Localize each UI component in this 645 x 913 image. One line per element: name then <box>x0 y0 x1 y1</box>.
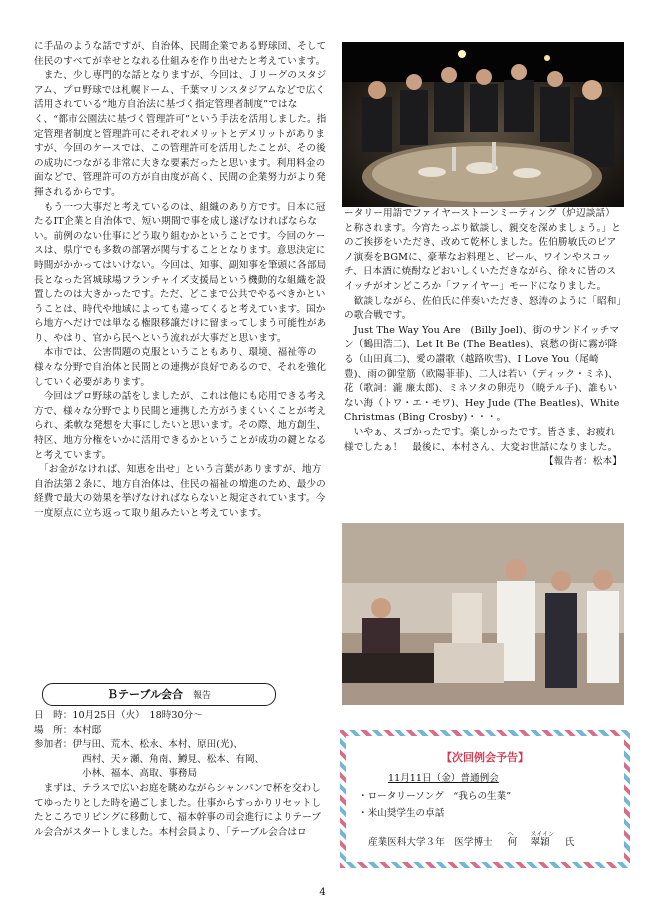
paragraph: また、少し専門的な話となりますが、今回は、Ｊリーグのスタジアム、プロ野球では札幌ドーム、千葉マリンスタジアムなどで広く活用されている“地方自治法に基づく指定管理者制度”ではなく、“都市公園法に基づく管理許可”という手法を活用しました。指定管理者制度と管理許可にそれぞれメリットとデメリットがありますが、今回のケースでは、この管理許可を活用したことが、その後の成功につながる非常に大きな要素だったと思います。利用料金の面などで、管理許可の方が自由度が高く、民間の企業努力がより発揮されるからです。 <box>34 70 327 198</box>
place-label: 場 所： <box>34 724 73 736</box>
paragraph: 歓談しながら、佐伯氏に伴奏いただき、怒涛のように「昭和」の歌合戦です。 <box>344 295 622 322</box>
btable-heading-suffix: 報告 <box>193 691 212 701</box>
paragraph: もう一つ大事だと考えているのは、組織のあり方です。日本に冠たるIT企業と自治体で、短い期間で事を成し遂げなければならない。前例のない仕事にどう取り組むかということです。今回のケースは、県庁でも多数の部署が関与することとなります。意思決定に時間がかかってはいけない。今回は、知事、副知事を筆頭に各部局長となった宮城球場フランチャイズ支援局という機動的な組織を設置したのは大きかったです。ただ、どこまで公共でやるべきかということは、時代や地域によっても違ってくると考えています。国から地方へだけでは単なる権限移譲だけに留まってしまう可能性があり、やはり、官から民へという流れが大事だと思います。 <box>34 201 327 344</box>
notice-speaker <box>368 831 575 850</box>
participants-row <box>34 767 328 782</box>
page-number: 4 <box>319 887 326 898</box>
speaker-given-text: 翠穎 <box>530 837 550 848</box>
reporter-credit: 【報告者：松本】 <box>544 456 622 468</box>
date-label: 日 時： <box>34 710 73 721</box>
date-row <box>34 709 328 724</box>
btable-heading <box>42 683 276 706</box>
participants-line: 小林、福本、高取、事務局 <box>82 768 198 780</box>
notice-item: ・米山奨学生の卓話 <box>358 808 445 819</box>
right-column <box>344 207 622 470</box>
party-photo-singing <box>342 523 624 705</box>
notice-title: 【次回例会予告】 <box>441 751 529 764</box>
participants-line: 伊与田、荒木、松永、本村、原田(光)、 <box>72 739 243 751</box>
btable-section <box>34 709 328 840</box>
notice-item: ・ロータリーソング “我らの生業” <box>358 791 512 802</box>
speaker-surname <box>507 831 518 848</box>
party-photo-terrace-image <box>342 42 624 207</box>
speaker-given-name <box>530 831 555 848</box>
paragraph: ータリー用語でファイヤーストーンミーティング（炉辺談話）と称されます。今宵たっぷり歓談し、親交を深めましょう。」とのご挨拶をいただき、改めて乾杯しました。佐伯勝敏氏のピアノ演奏をBGMに、豪華なお料理と、ビール、ワインやスコッチ、日本酒に焼酎などおいしくいただきながら、徐々に皆のスイッチがオンどころか「ファイヤー」モードになりました。 <box>344 208 621 292</box>
notice-date: 11月11日（金）普通例会 <box>388 773 499 784</box>
paragraph: いやぁ、スゴかったです。楽しかったです。皆さま、お疲れ様でしたぁ！ 最後に、本村さん、大変お世話になりました。 <box>344 426 618 453</box>
party-photo-singing-image <box>342 523 624 705</box>
paragraph: Just The Way You Are (Billy Joel)、街のサンドイッチマン（鶴田浩二)、Let It Be (The Beatles)、哀愁の街に霧が降る（山田真二)、愛の讃歌（越路吹雪)、I Love You（尾崎豊)、雨の御堂筋（欧陽菲菲)、二人は若い（ディック・ミネ)、花（歌詞：瀧 廉太郎)、ミネソタの卵売り（暁テル子)、誰もいない海（トワ・エ・モワ)、Hey Jude (The Beatles)、White Christmas (Bing Crosby)・・・。 <box>344 324 620 424</box>
paragraph: 今回はプロ野球の話をしましたが、これは他にも応用できる考え方で、様々な分野でより民間と連携した方がうまくいくことが考えられ、柔軟な発想を大事にしたいと思います。その際、地方創生、特区、地方分権をいかに活用できるかということが成功の鍵となると考えています。 <box>34 391 327 461</box>
speaker-surname-text: 何 <box>507 837 518 848</box>
participants-row <box>34 753 328 768</box>
participants-label: 参加者： <box>34 739 73 751</box>
speaker-affiliation: 産業医科大学３年 医学博士 <box>368 837 493 848</box>
speaker-given-ruby: スイイン <box>530 831 555 838</box>
paragraph: 本市では、公害問題の克服ということもあり、環境、福祉等の様々な分野で自治体と民間との連携が良好であるので、それを強化していく必要があります。 <box>34 347 327 388</box>
speaker-surname-ruby: へ <box>507 831 514 838</box>
participants-line: 西村、天ヶ瀬、角南、鱒見、松本、有岡、 <box>82 753 265 765</box>
btable-body: まずは、テラスで広いお庭を眺めながらシャンパンで杯を交わしてゆったりとした時を過ごしました。仕事からすっかりリセットしたところでリビングに移動して、福本幹事の司会進行によりテーブル会合がスタートしました。本村会員より、「テーブル会合はロ <box>34 782 322 838</box>
paragraph: に手品のような話ですが、自治体、民間企業である野球団、そして住民のすべてが幸せとなれる仕組みを作り出せたと考えています。 <box>34 41 327 67</box>
party-photo-terrace <box>342 42 624 207</box>
place-value: 本村邸 <box>72 724 102 736</box>
date-value: 10月25日（火） 18時30分～ <box>72 710 203 721</box>
place-row <box>34 724 328 739</box>
left-column <box>34 40 328 522</box>
paragraph: 「お金がなければ、知恵を出せ」という言葉がありますが、地方自治法第２条に、地方自治体は、住民の福祉の増進のため、最少の経費で最大の効果を挙げなければならないと規定されています。今一度原点に立ち返って取り組みたいと考えています。 <box>34 464 326 519</box>
speaker-honorific: 氏 <box>564 837 575 848</box>
participants-row <box>34 738 328 753</box>
btable-heading-title: Ｂテーブル会合 <box>106 688 183 701</box>
next-meeting-notice <box>340 730 630 868</box>
